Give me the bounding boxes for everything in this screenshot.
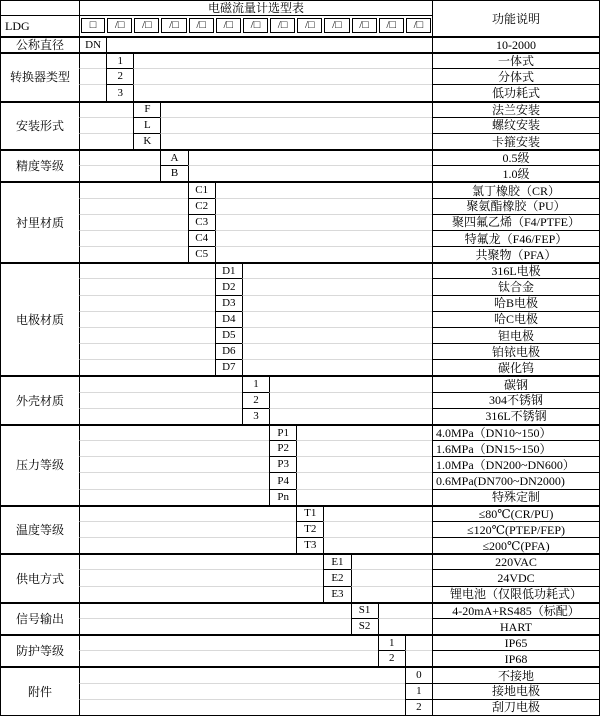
option-code-cell: B	[160, 165, 187, 181]
option-code-cell: 1	[378, 634, 405, 650]
model-segment-box: /□	[107, 18, 132, 33]
model-segment-box: /□	[161, 18, 186, 33]
option-code-cell: F	[133, 101, 160, 117]
option-description-cell: 4.0MPa（DN10~150）	[432, 424, 599, 440]
spacer-cell	[296, 489, 432, 505]
spacer-cell	[79, 101, 133, 117]
model-segment-box: /□	[134, 18, 159, 33]
option-description-cell: 分体式	[432, 68, 599, 84]
option-code-cell: C2	[188, 198, 215, 214]
option-description-cell: 316L电极	[432, 262, 599, 278]
corner-cell	[1, 1, 79, 15]
spacer-cell	[79, 424, 269, 440]
option-description-cell: 聚四氟乙烯（F4/PTFE）	[432, 214, 599, 230]
option-description-cell: 10-2000	[432, 36, 599, 52]
model-code-slot	[188, 15, 215, 36]
spacer-cell	[79, 214, 188, 230]
option-description-cell: 1.0MPa（DN200~DN600）	[432, 456, 599, 472]
category-label: 附件	[1, 666, 79, 715]
spacer-cell	[378, 602, 432, 618]
model-code-slot	[378, 15, 405, 36]
option-description-cell: IP65	[432, 634, 599, 650]
option-code-cell: E1	[323, 553, 350, 569]
spacer-cell	[405, 650, 432, 666]
spacer-cell	[79, 359, 215, 375]
spacer-cell	[160, 133, 432, 149]
option-description-cell: 1.0级	[432, 165, 599, 181]
option-description-cell: 4-20mA+RS485（标配）	[432, 602, 599, 618]
option-code-cell: L	[133, 117, 160, 133]
spacer-cell	[242, 311, 432, 327]
model-code-slot	[323, 15, 350, 36]
option-code-cell: D4	[215, 311, 242, 327]
option-code-cell: D7	[215, 359, 242, 375]
spacer-cell	[79, 602, 351, 618]
spacer-cell	[242, 343, 432, 359]
spacer-cell	[79, 456, 269, 472]
spacer-cell	[79, 278, 215, 294]
option-description-cell: 哈B电极	[432, 295, 599, 311]
spacer-cell	[79, 521, 296, 537]
spacer-cell	[79, 230, 188, 246]
option-description-cell: 聚氨酯橡胶（PU）	[432, 198, 599, 214]
option-code-cell: E2	[323, 569, 350, 585]
spacer-cell	[79, 246, 188, 262]
model-segment-box: /□	[270, 18, 295, 33]
model-segment-box: /□	[379, 18, 404, 33]
option-description-cell: 锂电池（仅限低功耗式）	[432, 586, 599, 602]
option-code-cell: Pn	[269, 489, 296, 505]
spacer-cell	[133, 52, 432, 68]
spacer-cell	[242, 327, 432, 343]
option-code-cell: 1	[405, 683, 432, 699]
spacer-cell	[79, 553, 323, 569]
spacer-cell	[79, 683, 405, 699]
option-description-cell: 特殊定制	[432, 489, 599, 505]
option-code-cell: T3	[296, 537, 323, 553]
model-code-slot	[296, 15, 323, 36]
spacer-cell	[160, 117, 432, 133]
option-code-cell: 2	[106, 68, 133, 84]
spacer-cell	[133, 84, 432, 100]
option-code-cell: D5	[215, 327, 242, 343]
option-code-cell: C3	[188, 214, 215, 230]
spacer-cell	[215, 246, 432, 262]
spacer-cell	[296, 472, 432, 488]
spacer-cell	[242, 295, 432, 311]
option-code-cell: DN	[79, 36, 106, 52]
option-description-cell: 碳化钨	[432, 359, 599, 375]
category-label: 压力等级	[1, 424, 79, 505]
option-code-cell: P3	[269, 456, 296, 472]
spacer-cell	[215, 198, 432, 214]
category-label: 外壳材质	[1, 375, 79, 424]
spacer-cell	[215, 181, 432, 197]
model-prefix-cell: LDG	[1, 15, 79, 36]
spacer-cell	[242, 359, 432, 375]
spacer-cell	[188, 149, 432, 165]
option-code-cell: 0	[405, 666, 432, 682]
option-code-cell: E3	[323, 586, 350, 602]
model-code-slot	[351, 15, 378, 36]
spacer-cell	[79, 489, 269, 505]
category-label: 信号输出	[1, 602, 79, 634]
spacer-cell	[79, 569, 323, 585]
spacer-cell	[79, 181, 188, 197]
option-description-cell: 304不锈钢	[432, 392, 599, 408]
option-code-cell: 3	[106, 84, 133, 100]
spacer-cell	[79, 586, 323, 602]
option-description-cell: 螺纹安装	[432, 117, 599, 133]
spacer-cell	[242, 262, 432, 278]
spacer-cell	[296, 424, 432, 440]
table-title: 电磁流量计选型表	[79, 1, 432, 15]
spacer-cell	[79, 618, 351, 634]
option-code-cell: T2	[296, 521, 323, 537]
option-description-cell: 钛合金	[432, 278, 599, 294]
option-code-cell: C5	[188, 246, 215, 262]
model-code-slot	[106, 15, 133, 36]
option-code-cell: S2	[351, 618, 378, 634]
spacer-cell	[79, 133, 133, 149]
option-description-cell: ≤80℃(CR/PU)	[432, 505, 599, 521]
option-code-cell: D2	[215, 278, 242, 294]
option-description-cell: 刮刀电极	[432, 699, 599, 715]
spacer-cell	[351, 569, 432, 585]
option-description-cell: 220VAC	[432, 553, 599, 569]
category-label: 温度等级	[1, 505, 79, 554]
spacer-cell	[323, 505, 432, 521]
model-segment-box: /□	[216, 18, 241, 33]
spacer-cell	[79, 295, 215, 311]
spacer-cell	[79, 165, 160, 181]
spacer-cell	[378, 618, 432, 634]
option-description-cell: 碳钢	[432, 375, 599, 391]
option-description-cell: 接地电极	[432, 683, 599, 699]
spacer-cell	[106, 36, 432, 52]
spacer-cell	[79, 699, 405, 715]
option-code-cell: P2	[269, 440, 296, 456]
spacer-cell	[79, 537, 296, 553]
category-label: 防护等级	[1, 634, 79, 666]
category-label: 公称直径	[1, 36, 79, 52]
model-code-slot	[269, 15, 296, 36]
spacer-cell	[242, 278, 432, 294]
spacer-cell	[79, 375, 242, 391]
option-code-cell: 2	[378, 650, 405, 666]
spacer-cell	[79, 198, 188, 214]
option-code-cell: C1	[188, 181, 215, 197]
option-description-cell: 法兰安装	[432, 101, 599, 117]
option-description-cell: ≤200℃(PFA)	[432, 537, 599, 553]
option-description-cell: 1.6MPa（DN15~150）	[432, 440, 599, 456]
spacer-cell	[215, 230, 432, 246]
spacer-cell	[79, 408, 242, 424]
category-label: 供电方式	[1, 553, 79, 602]
option-code-cell: P4	[269, 472, 296, 488]
model-code-slot	[405, 15, 432, 36]
spacer-cell	[79, 327, 215, 343]
category-label: 精度等级	[1, 149, 79, 181]
spacer-cell	[351, 586, 432, 602]
option-description-cell: 氯丁橡胶（CR）	[432, 181, 599, 197]
spacer-cell	[133, 68, 432, 84]
spacer-cell	[79, 117, 133, 133]
option-code-cell: 1	[242, 375, 269, 391]
category-label: 衬里材质	[1, 181, 79, 262]
spacer-cell	[296, 440, 432, 456]
option-code-cell: C4	[188, 230, 215, 246]
model-segment-box: /□	[297, 18, 322, 33]
spacer-cell	[79, 311, 215, 327]
model-segment-box: /□	[406, 18, 431, 33]
model-segment-box: /□	[324, 18, 349, 33]
spacer-cell	[79, 440, 269, 456]
option-code-cell: T1	[296, 505, 323, 521]
model-code-slot	[79, 15, 106, 36]
option-description-cell: 铂铱电极	[432, 343, 599, 359]
option-code-cell: P1	[269, 424, 296, 440]
spacer-cell	[79, 343, 215, 359]
option-code-cell: D6	[215, 343, 242, 359]
model-segment-box: /□	[352, 18, 377, 33]
model-segment-box: /□	[189, 18, 214, 33]
option-description-cell: IP68	[432, 650, 599, 666]
option-code-cell: 2	[242, 392, 269, 408]
spacer-cell	[215, 214, 432, 230]
model-base-box: □	[81, 18, 105, 33]
option-description-cell: 共聚物（PFA）	[432, 246, 599, 262]
spacer-cell	[269, 375, 432, 391]
spacer-cell	[79, 84, 106, 100]
option-code-cell: D1	[215, 262, 242, 278]
spacer-cell	[79, 392, 242, 408]
function-column-header: 功能说明	[432, 1, 599, 36]
model-code-slot	[215, 15, 242, 36]
spacer-cell	[296, 456, 432, 472]
option-description-cell: 0.5级	[432, 149, 599, 165]
option-description-cell: HART	[432, 618, 599, 634]
spacer-cell	[79, 149, 160, 165]
option-description-cell: 卡箍安装	[432, 133, 599, 149]
spacer-cell	[79, 650, 378, 666]
option-code-cell: D3	[215, 295, 242, 311]
option-description-cell: 不接地	[432, 666, 599, 682]
option-code-cell: 1	[106, 52, 133, 68]
spacer-cell	[79, 505, 296, 521]
option-code-cell: 3	[242, 408, 269, 424]
category-label: 安装形式	[1, 101, 79, 150]
category-label: 电极材质	[1, 262, 79, 375]
option-description-cell: 哈C电极	[432, 311, 599, 327]
spacer-cell	[160, 101, 432, 117]
model-code-slot	[242, 15, 269, 36]
spacer-cell	[323, 537, 432, 553]
spacer-cell	[79, 52, 106, 68]
option-description-cell: 一体式	[432, 52, 599, 68]
option-code-cell: S1	[351, 602, 378, 618]
option-description-cell: 低功耗式	[432, 84, 599, 100]
model-code-slot	[133, 15, 160, 36]
spacer-cell	[351, 553, 432, 569]
spacer-cell	[79, 666, 405, 682]
spacer-cell	[79, 634, 378, 650]
model-code-slot	[160, 15, 187, 36]
option-description-cell: 钽电极	[432, 327, 599, 343]
option-code-cell: K	[133, 133, 160, 149]
option-description-cell: 24VDC	[432, 569, 599, 585]
spacer-cell	[79, 472, 269, 488]
spacer-cell	[188, 165, 432, 181]
option-description-cell: 316L不锈钢	[432, 408, 599, 424]
spacer-cell	[269, 392, 432, 408]
option-code-cell: A	[160, 149, 187, 165]
option-description-cell: 特氟龙（F46/FEP）	[432, 230, 599, 246]
option-description-cell: ≤120℃(PTEP/FEP)	[432, 521, 599, 537]
option-description-cell: 0.6MPa(DN700~DN2000)	[432, 472, 599, 488]
category-label: 转换器类型	[1, 52, 79, 101]
spacer-cell	[269, 408, 432, 424]
option-code-cell: 2	[405, 699, 432, 715]
spacer-cell	[405, 634, 432, 650]
spacer-cell	[79, 68, 106, 84]
spacer-cell	[79, 262, 215, 278]
model-segment-box: /□	[243, 18, 268, 33]
spacer-cell	[323, 521, 432, 537]
